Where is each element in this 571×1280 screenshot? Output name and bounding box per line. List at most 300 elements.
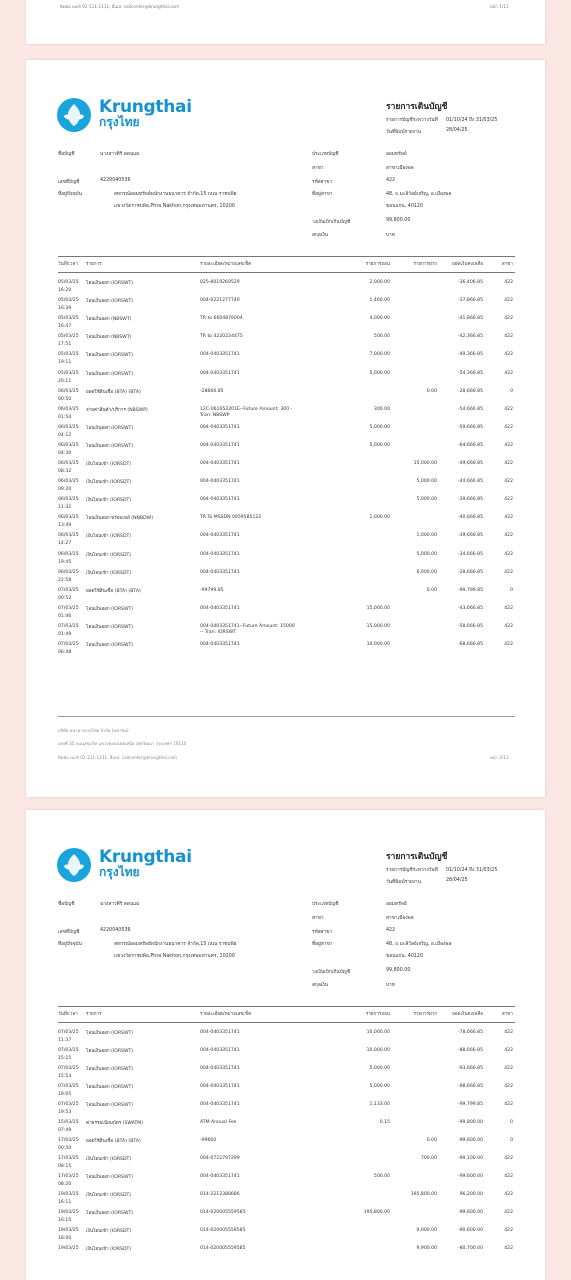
account-type: ออมทรัพย์ <box>386 152 407 157</box>
print-date-label: วันที่พิมพ์รายงาน <box>386 130 422 135</box>
cell-balance: -99,799.85 <box>457 1102 483 1107</box>
cell-transaction: โอนเงินออก (IORSWT) <box>86 1031 134 1036</box>
cell-balance: -54,666.85 <box>457 406 483 412</box>
cell-transaction: ยอดใช้สินเชื่อ (BTA) (BTA) <box>86 1139 141 1144</box>
account-type-label: ประเภทบัญชี <box>312 152 339 157</box>
cell-branch: 422 <box>504 1084 513 1089</box>
cell-time: 16:20 <box>58 288 72 293</box>
cell-reference: 004-0403351741 <box>200 370 240 376</box>
cell-withdrawal: 5,000.00 <box>369 370 390 376</box>
cell-transaction: ค่าธรรมเนียมบัตร (SWATM) <box>86 1121 144 1126</box>
cell-reference-continued: Tran: NBSWP <box>200 412 230 418</box>
page-footer-contact: ติดต่อ เบอร์ 02-111-1111, อีเมล: callcenter@krungthai.com <box>60 4 180 9</box>
cell-transaction: โอนเงินออก (IORSWT) <box>86 1103 134 1108</box>
account-number: 4220040536 <box>100 178 131 183</box>
cell-date: 05/03/25 <box>58 280 79 285</box>
col-balance: ยอดเงินคงเหลือ <box>452 262 483 267</box>
col-date: วันที่/เวลา <box>58 262 78 267</box>
cell-time: 06:48 <box>58 650 72 655</box>
cell-reference: 014-020005559585 <box>200 1246 246 1251</box>
cell-balance: -49,666.85 <box>457 461 483 466</box>
cell-withdrawal: 15,000.00 <box>366 605 390 611</box>
cell-branch: 422 <box>504 1030 513 1035</box>
period-label: รายการบัญชีระหว่างวันที่ <box>386 868 438 873</box>
cell-withdrawal: 10,000.00 <box>366 1048 390 1053</box>
cell-time: 04:12 <box>58 432 72 438</box>
cell-reference: -99600 <box>200 1138 217 1143</box>
cell-branch: 422 <box>504 1210 513 1215</box>
address-label: ที่อยู่ปัจจุบัน <box>58 192 82 197</box>
cell-reference: 004-0221277740 <box>200 298 240 304</box>
account-name: นางสาวศิริ ดดนแผ <box>100 152 140 157</box>
cell-time: 13:49 <box>58 523 72 529</box>
cell-branch: 0 <box>510 1120 513 1125</box>
cell-branch: 422 <box>504 605 513 611</box>
cell-branch: 422 <box>504 352 513 358</box>
cell-branch: 422 <box>504 623 513 629</box>
cell-deposit: 0.00 <box>426 1138 437 1143</box>
cell-branch: 422 <box>504 569 513 575</box>
cell-reference: 004-0403351741 <box>200 479 240 485</box>
cell-time: 04:30 <box>58 450 72 456</box>
cell-withdrawal: 195,800.00 <box>363 1210 390 1215</box>
cell-withdrawal: 2,000.00 <box>369 280 390 285</box>
cell-reference: 004-0403351741 <box>200 424 240 430</box>
statement-page-3 <box>26 810 545 1280</box>
cell-reference: 004-0403351741 <box>200 1066 240 1071</box>
cell-branch: 422 <box>504 497 513 503</box>
cell-branch: 422 <box>504 461 513 466</box>
address-line-2: แขวงวัดราชบพิธ,Phra Nakhon,กรุงเทพมหานคร, 10200 <box>114 204 235 209</box>
overdraft-limit: 99,800.00 <box>386 968 411 973</box>
cell-transaction: โอนเงินออก (IORSWT) <box>86 606 134 612</box>
branch-address-line-2: ขอนแก่น, 40120 <box>386 204 424 209</box>
cell-balance: -99,800.00 <box>457 1120 483 1125</box>
branch-address-line-1: 48, ถ.มะลิวัลย์เจริญ, อ.เมืองพล <box>386 942 452 947</box>
cell-time: 01:46 <box>58 613 72 619</box>
cell-balance: -28,666.85 <box>457 388 483 394</box>
krungthai-logo-icon <box>57 848 91 882</box>
col-date: วันที่/เวลา <box>58 1012 78 1017</box>
account-type-label: ประเภทบัญชี <box>312 902 339 907</box>
branch-address-label: ที่อยู่สาขา <box>312 942 333 947</box>
cell-date: 06/03/25 <box>58 551 79 557</box>
col-transaction: รายการ <box>86 1012 102 1017</box>
cell-transaction: โอนเงินออก (IORSWT) <box>86 1085 134 1090</box>
krungthai-logo-icon <box>57 98 91 132</box>
cell-reference: -99799.85 <box>200 587 224 593</box>
statement-page-1-tail <box>26 0 545 44</box>
cell-balance: -49,366.85 <box>457 352 483 358</box>
cell-balance: -28,666.85 <box>457 569 483 575</box>
cell-reference: TR To MSSDN 0959585122 <box>200 515 262 521</box>
cell-transaction: โอนเงินออก (IORSWT) <box>86 281 134 286</box>
cell-balance: -93,666.85 <box>457 1066 483 1071</box>
cell-transaction: โอนเงินออก (NBSWT) <box>86 317 132 323</box>
cell-date: 07/03/25 <box>58 587 79 593</box>
branch-code-label: รหัสสาขา <box>312 930 333 935</box>
cell-balance: -88,666.85 <box>457 1048 483 1053</box>
cell-transaction: เงินโอนเข้า (IORSDT) <box>86 552 132 558</box>
branch-code: 422 <box>386 928 396 933</box>
cell-date: 05/03/25 <box>58 370 79 376</box>
currency-label: สกุลเงิน <box>312 233 329 238</box>
cell-withdrawal: 500.00 <box>373 334 390 340</box>
cell-reference: 004-0403351741--Future Amount: 15000 <box>200 623 295 629</box>
cell-deposit: 195,800.00 <box>410 1192 437 1197</box>
cell-time: 08:32 <box>58 469 72 474</box>
cell-branch: 422 <box>504 406 513 412</box>
col-withdrawal: รายการถอน <box>365 262 390 267</box>
cell-time: 00:50 <box>58 1146 72 1151</box>
cell-deposit: 9,900.00 <box>416 1246 437 1251</box>
page-number: หน้า 2/11 <box>490 755 509 760</box>
bank-legal-name: บริษัท ธนาคารกรุงไทย จำกัด (มหาชน) <box>58 728 129 733</box>
cell-time: 16:11 <box>58 1200 72 1205</box>
branch-label: สาขา <box>312 916 324 921</box>
cell-date: 07/03/25 <box>58 1048 79 1053</box>
cell-date: 19/03/25 <box>58 1192 79 1197</box>
branch-code-label: รหัสสาขา <box>312 180 333 185</box>
branch-address-label: ที่อยู่สาขา <box>312 192 333 197</box>
cell-time: 16:39 <box>58 306 72 312</box>
cell-date: 19/03/25 <box>58 1210 79 1215</box>
cell-reference: 004-0722797299 <box>200 1156 240 1161</box>
cell-withdrawal: 5,000.00 <box>369 442 390 448</box>
cell-balance: -64,666.85 <box>457 442 483 448</box>
brand-name-en: Krungthai <box>99 847 192 867</box>
cell-date: 19/03/25 <box>58 1246 79 1251</box>
cell-date: 06/03/25 <box>58 533 79 539</box>
col-branch: สาขา <box>501 262 513 267</box>
print-date-value: 28/04/25 <box>446 878 468 883</box>
statement-title: รายการเดินบัญชี <box>386 852 448 862</box>
cell-transaction: โอนเงินออก (IORSWT) <box>86 643 134 648</box>
cell-transaction: จ่ายค่าสินค้า/บริการ (NBSWP) <box>86 407 148 413</box>
cell-date: 07/03/25 <box>58 1066 79 1071</box>
cell-transaction: โอนเงินออก (IORSWT) <box>86 624 134 630</box>
cell-date: 06/03/25 <box>58 406 79 412</box>
print-date-label: วันที่พิมพ์รายงาน <box>386 880 422 885</box>
cell-time: 17:51 <box>58 342 72 348</box>
table-header-rule <box>58 1022 515 1023</box>
cell-balance: -39,666.85 <box>457 497 483 503</box>
cell-date: 07/03/25 <box>58 1030 79 1035</box>
cell-balance: -99,100.00 <box>457 1156 483 1161</box>
cell-transaction: โอนเงินออก (IORSWT) <box>86 443 134 449</box>
cell-time: 01:49 <box>58 631 72 637</box>
cell-withdrawal: 1,133.00 <box>369 1102 390 1107</box>
cell-time: 18:00 <box>58 1236 72 1241</box>
cell-balance: -36,406.85 <box>457 280 483 285</box>
cell-deposit: 6,000.00 <box>416 569 437 575</box>
cell-branch: 422 <box>504 479 513 485</box>
col-deposit: รายการฝาก <box>413 1012 437 1017</box>
cell-reference: 014-020005559585 <box>200 1228 246 1233</box>
col-reference: รายละเอียด/หมายเลขเช็ค <box>200 1012 252 1017</box>
branch-address-line-2: ขอนแก่น, 40120 <box>386 954 424 959</box>
cell-reference: 014-2212388686 <box>200 1192 240 1197</box>
address-line-1: สหกรณ์ออมทรัพย์พนักงานธนาคาร จำกัด,15 ถนน ราชบพิธ <box>114 192 237 197</box>
col-balance: ยอดเงินคงเหลือ <box>452 1012 483 1017</box>
account-number-label: เลขที่บัญชี <box>58 180 80 185</box>
cell-transaction: โอนเงินออก (IORSWT) <box>86 353 134 359</box>
account-name-label: ชื่อบัญชี <box>58 152 75 157</box>
cell-deposit: 1,000.00 <box>416 533 437 539</box>
cell-date: 07/03/25 <box>58 1084 79 1089</box>
cell-balance: -37,866.85 <box>457 298 483 304</box>
cell-time: 15:53 <box>58 1074 72 1079</box>
page-footer-contact: ติดต่อ เบอร์ 02-111-1111, อีเมล: callcenter@krungthai.com <box>58 755 178 760</box>
cell-withdrawal: 4,000.00 <box>369 316 390 322</box>
cell-branch: 422 <box>504 1228 513 1233</box>
cell-reference: 025-8019269529 <box>200 280 240 285</box>
address-label: ที่อยู่ปัจจุบัน <box>58 942 82 947</box>
cell-branch: 0 <box>510 1138 513 1143</box>
cell-time: 19:45 <box>58 559 72 565</box>
cell-date: 15/03/25 <box>58 1120 79 1125</box>
cell-time: 08:15 <box>58 1164 72 1169</box>
col-transaction: รายการ <box>86 262 102 267</box>
cell-balance: -34,666.85 <box>457 551 483 557</box>
cell-reference: TR to 4220224475 <box>200 334 243 340</box>
col-branch: สาขา <box>501 1012 513 1017</box>
brand-logo <box>99 99 192 129</box>
cell-transaction: โอนเงินออก (IORSWT) <box>86 371 134 377</box>
cell-balance: -90,600.00 <box>457 1228 483 1233</box>
cell-branch: 422 <box>504 442 513 448</box>
cell-date: 17/03/25 <box>58 1138 79 1143</box>
cell-time: 14:27 <box>58 541 72 547</box>
bank-address: เลขที่ 35 ถนนสุขุมวิท แขวงคลองเตยเหนือ เขตวัฒนา กรุงเทพฯ 10110 <box>58 741 187 746</box>
cell-reference: -28666.85 <box>200 388 224 394</box>
cell-balance: -42,366.85 <box>457 334 483 340</box>
branch-name: สาขาเมืองพล <box>386 166 414 171</box>
cell-time: 00:50 <box>58 396 72 402</box>
cell-branch: 422 <box>504 1048 513 1053</box>
cell-time: 22:58 <box>58 577 72 583</box>
cell-reference: 004-0403351741 <box>200 642 240 647</box>
cell-balance: -41,866.85 <box>457 316 483 322</box>
cell-branch: 422 <box>504 1192 513 1197</box>
print-date-value: 28/04/25 <box>446 128 468 133</box>
cell-reference: 004-0403351741 <box>200 461 240 466</box>
cell-deposit: 0.00 <box>426 587 437 593</box>
cell-balance: -78,666.85 <box>457 1030 483 1035</box>
cell-time: 07:49 <box>58 1128 72 1133</box>
cell-date: 19/03/25 <box>58 1228 79 1233</box>
cell-date: 06/03/25 <box>58 424 79 430</box>
cell-branch: 422 <box>504 1102 513 1107</box>
cell-withdrawal: 5,000.00 <box>369 424 390 430</box>
col-withdrawal: รายการถอน <box>365 1012 390 1017</box>
cell-withdrawal: 0.15 <box>379 1120 390 1125</box>
cell-transaction: โอนเงินออก (IORSWT) <box>86 1211 134 1216</box>
cell-withdrawal: 7,000.00 <box>369 352 390 358</box>
cell-transaction: โอนเงินออก (IORSWT) <box>86 1049 134 1054</box>
cell-transaction: โอนเงินออก (IORSWT) <box>86 1175 134 1180</box>
cell-balance: -44,666.85 <box>457 479 483 485</box>
branch-label: สาขา <box>312 166 324 171</box>
account-number: 4220040536 <box>100 928 131 933</box>
cell-reference: 004-0403351741 <box>200 352 240 358</box>
statement-title: รายการเดินบัญชี <box>386 102 448 112</box>
cell-withdrawal: 1,460.00 <box>369 298 390 304</box>
cell-transaction: ยอดใช้สินเชื่อ (BTA) (BTA) <box>86 389 141 395</box>
cell-reference: TR to 6604876004 <box>200 316 243 322</box>
cell-branch: 422 <box>504 334 513 340</box>
cell-withdrawal: 1,000.00 <box>369 515 390 521</box>
cell-balance: -99,799.85 <box>457 587 483 593</box>
cell-branch: 422 <box>504 533 513 539</box>
branch-address-line-1: 48, ถ.มะลิวัลย์เจริญ, อ.เมืองพล <box>386 192 452 197</box>
cell-branch: 422 <box>504 316 513 322</box>
cell-withdrawal: 5,000.00 <box>369 1084 390 1089</box>
cell-withdrawal: 10,000.00 <box>366 642 390 647</box>
cell-time: 00:52 <box>58 595 72 601</box>
cell-time: 19:05 <box>58 1092 72 1097</box>
cell-date: 07/03/25 <box>58 623 79 629</box>
cell-transaction: เงินโอนเข้า (IORSDT) <box>86 1157 132 1162</box>
cell-time: 11:32 <box>58 505 72 511</box>
cell-transaction: เงินโอนเข้า (IORSDT) <box>86 570 132 576</box>
cell-deposit: 5,000.00 <box>416 551 437 557</box>
period-label: รายการบัญชีระหว่างวันที่ <box>386 118 438 123</box>
col-reference: รายละเอียด/หมายเลขเช็ค <box>200 262 252 267</box>
cell-branch: 0 <box>510 587 513 593</box>
account-name: นางสาวศิริ ดดนแผ <box>100 902 140 907</box>
cell-date: 05/03/25 <box>58 316 79 322</box>
cell-deposit: 9,000.00 <box>416 1228 437 1233</box>
branch-name: สาขาเมืองพล <box>386 916 414 921</box>
cell-branch: 422 <box>504 1066 513 1071</box>
cell-deposit: 700.00 <box>420 1156 437 1161</box>
cell-date: 05/03/25 <box>58 298 79 304</box>
cell-reference: 004-0403351741 <box>200 533 240 539</box>
cell-branch: 422 <box>504 1156 513 1161</box>
cell-balance: -68,666.85 <box>457 642 483 647</box>
brand-logo <box>99 849 192 879</box>
account-number-label: เลขที่บัญชี <box>58 930 80 935</box>
cell-time: 11:37 <box>58 1038 72 1043</box>
cell-balance: -80,700.00 <box>457 1246 483 1251</box>
cell-time: 20:11 <box>58 378 72 384</box>
currency-label: สกุลเงิน <box>312 983 329 988</box>
cell-transaction: โอนเงินออก (IORSWT) <box>86 425 134 431</box>
cell-reference: 004-0403351741 <box>200 497 240 503</box>
cell-balance: -43,666.85 <box>457 605 483 611</box>
currency-value: บาท <box>386 233 395 238</box>
cell-reference: 004-0403351741 <box>200 569 240 575</box>
cell-branch: 422 <box>504 1174 513 1179</box>
cell-reference-continued: -- Tran: IORSWT <box>200 629 236 635</box>
cell-transaction: เงินโอนเข้า (IORSDT) <box>86 480 132 486</box>
cell-date: 06/03/25 <box>58 388 79 394</box>
cell-branch: 422 <box>504 1246 513 1251</box>
cell-deposit: 15,000.00 <box>413 461 437 466</box>
account-name-label: ชื่อบัญชี <box>58 902 75 907</box>
cell-reference: 004-0403351741 <box>200 1084 240 1089</box>
col-deposit: รายการฝาก <box>413 262 437 267</box>
cell-reference: 004-0403351741 <box>200 1030 240 1035</box>
footer-rule <box>58 716 515 717</box>
brand-name-th: กรุงไทย <box>99 115 140 129</box>
cell-branch: 422 <box>504 424 513 430</box>
cell-branch: 422 <box>504 642 513 647</box>
cell-balance: -99,600.00 <box>457 1138 483 1143</box>
cell-reference: 004-0403351741 <box>200 1174 240 1179</box>
cell-deposit: 0.00 <box>426 388 437 394</box>
cell-balance: -98,666.85 <box>457 1084 483 1089</box>
cell-branch: 422 <box>504 298 513 304</box>
cell-date: 06/03/25 <box>58 569 79 575</box>
cell-date: 07/03/25 <box>58 605 79 611</box>
cell-balance: 96,200.00 <box>459 1192 483 1197</box>
cell-withdrawal: 5,000.00 <box>369 1066 390 1071</box>
cell-branch: 0 <box>510 388 513 394</box>
cell-date: 06/03/25 <box>58 442 79 448</box>
cell-balance: -99,600.00 <box>457 1174 483 1179</box>
overdraft-limit-label: วงเงินเบิกเกินบัญชี <box>312 970 351 975</box>
cell-date: 17/03/25 <box>58 1156 79 1161</box>
period-value: 01/10/24 ถึง 31/03/25 <box>446 868 498 873</box>
cell-reference: 014-020005559585 <box>200 1210 246 1215</box>
cell-withdrawal: 15,000.00 <box>366 623 390 629</box>
cell-date: 06/03/25 <box>58 461 79 466</box>
cell-reference: 12C-061652201E--Future Amount: 300 - <box>200 406 293 412</box>
cell-branch: 422 <box>504 370 513 376</box>
cell-reference: 004-0403351741 <box>200 442 240 448</box>
cell-transaction: โอนเงินออก (IORSWT) <box>86 1067 134 1072</box>
page-number: หน้า 1/11 <box>490 4 509 9</box>
cell-date: 07/03/25 <box>58 642 79 647</box>
cell-transaction: เงินโอนเข้า (IORSDT) <box>86 1247 132 1252</box>
cell-balance: -54,366.85 <box>457 370 483 376</box>
table-top-rule <box>58 1006 515 1007</box>
table-header-rule <box>58 272 515 273</box>
address-line-1: สหกรณ์ออมทรัพย์พนักงานธนาคาร จำกัด,15 ถนน ราชบพิธ <box>114 942 237 947</box>
cell-time: 01:54 <box>58 414 72 420</box>
cell-transaction: ยอดใช้สินเชื่อ (BTA) (BTA) <box>86 588 141 594</box>
cell-reference: 004-0403351741 <box>200 1048 240 1053</box>
cell-withdrawal: 500.00 <box>373 1174 390 1179</box>
cell-date: 05/03/25 <box>58 352 79 358</box>
cell-deposit: 5,000.00 <box>416 497 437 503</box>
cell-transaction: เงินโอนเข้า (IORSDT) <box>86 462 132 467</box>
cell-transaction: เงินโอนเข้า (IORSDT) <box>86 1193 132 1198</box>
cell-date: 07/03/25 <box>58 1102 79 1107</box>
cell-date: 05/03/25 <box>58 334 79 340</box>
cell-time: 16:15 <box>58 1218 72 1223</box>
cell-reference: 004-0403351741 <box>200 551 240 557</box>
cell-time: 15:15 <box>58 1056 72 1061</box>
cell-reference: 004-0403351741 <box>200 1102 240 1107</box>
statement-page-2 <box>26 60 545 797</box>
cell-transaction: เงินโอนเข้า (IORSDT) <box>86 1229 132 1234</box>
cell-branch: 422 <box>504 280 513 285</box>
period-value: 01/10/24 ถึง 31/03/25 <box>446 118 498 123</box>
cell-time: 19:53 <box>58 1110 72 1115</box>
cell-branch: 422 <box>504 551 513 557</box>
overdraft-limit: 99,800.00 <box>386 218 411 223</box>
cell-time: 16:47 <box>58 324 72 330</box>
cell-transaction: โอนเงินออก (IORSWT) <box>86 299 134 305</box>
address-line-2: แขวงวัดราชบพิธ,Phra Nakhon,กรุงเทพมหานคร, 10200 <box>114 954 235 959</box>
cell-deposit: 5,000.00 <box>416 479 437 485</box>
account-type: ออมทรัพย์ <box>386 902 407 907</box>
table-top-rule <box>58 256 515 257</box>
cell-withdrawal: 300.00 <box>373 406 390 412</box>
